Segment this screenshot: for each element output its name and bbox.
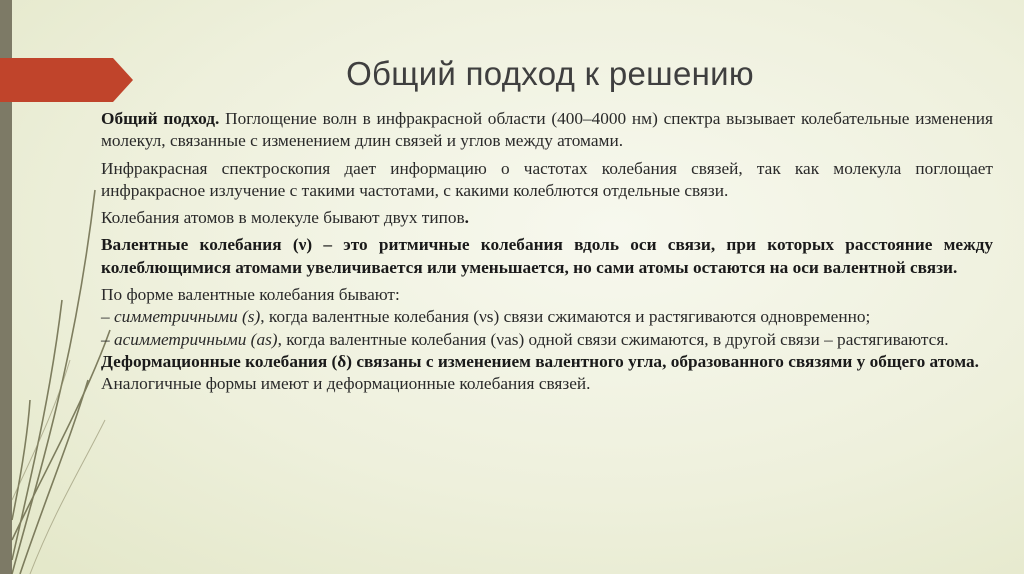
paragraph-symmetric: [101, 306, 993, 328]
paragraph-analogous-forms: Аналогичные формы имеют и деформационные колебания связей.: [101, 374, 591, 394]
symmetric-text: , когда валентные колебания (νs) связи сжимаются и растягиваются одновременно;: [260, 307, 871, 327]
general-approach-lead: Общий подход.: [101, 109, 220, 128]
paragraph-asymmetric: [101, 329, 993, 351]
general-approach-text: Поглощение волн в инфракрасной области (400–4000 нм) спектра вызывает колебательные изменения молекул, связанные с изменением длин связей и углов между атомами.: [101, 109, 993, 151]
page-title: Общий подход к решению: [346, 55, 754, 92]
symmetric-label: – симметричными (s): [101, 307, 261, 327]
paragraph-general-approach: [101, 108, 993, 153]
asymmetric-text: , когда валентные колебания (νas) одной связи сжимаются, в другой связи – растягиваются.: [277, 329, 949, 349]
content-body: [101, 108, 993, 396]
paragraph-ir-spectroscopy: Инфракрасная спектроскопия дает информацию о частотах колебания связей, так как молекула поглощает инфракрасное излучение с такими частотами, с какими колеблются отдельные связи.: [101, 158, 993, 200]
vibration-types-end: .: [464, 208, 469, 228]
paragraph-valence-vibrations: Валентные колебания (ν) – это ритмичные колебания вдоль оси связи, при которых расстояние между колеблющимися атомами увеличивается или уменьшается, но сами атомы остаются на оси валентной связи.: [101, 235, 993, 277]
paragraph-valence-forms: По форме валентные колебания бывают:: [101, 285, 400, 305]
vibration-types-text: Колебания атомов в молекуле бывают двух типов: [101, 208, 465, 228]
title-arrow-shape: [0, 58, 135, 102]
paragraph-vibration-types: [101, 207, 993, 229]
paragraph-deformation: Деформационные колебания (δ) связаны с изменением валентного угла, образованного связями у общего атома.: [101, 351, 979, 371]
asymmetric-label: – асимметричными (as): [101, 329, 278, 349]
